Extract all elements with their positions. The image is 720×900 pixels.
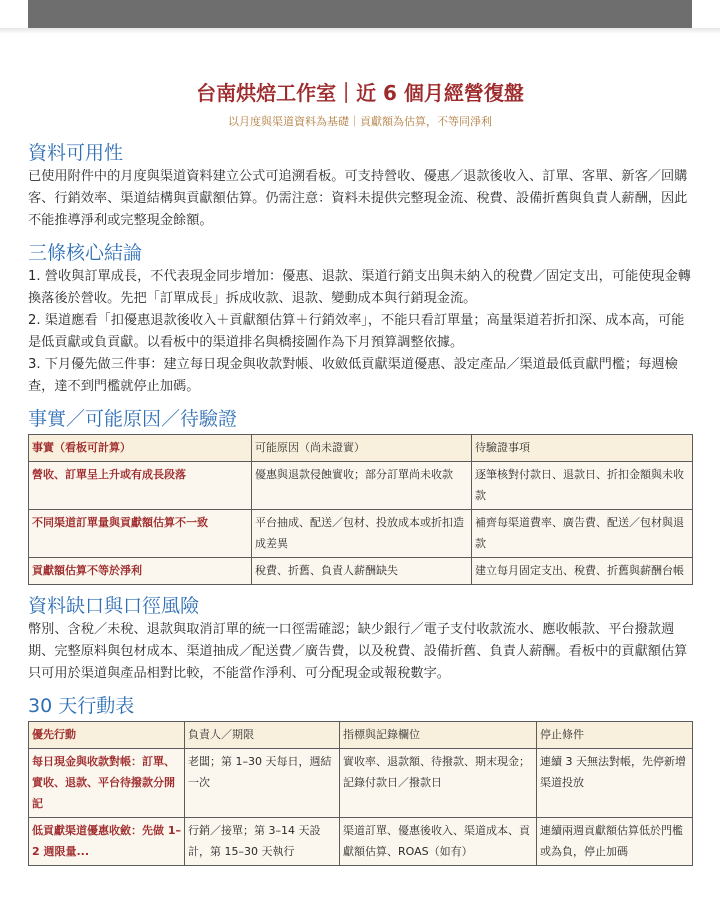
table-cell: 補齊每渠道費率、廣告費、配送／包材與退款	[472, 510, 693, 558]
table-cell: 行銷／接單；第 3–14 天設計，第 15–30 天執行	[185, 818, 340, 866]
table-cell: 不同渠道訂單量與貢獻額估算不一致	[29, 510, 252, 558]
table-cell: 低貢獻渠道優惠收斂：先做 1–2 週限量...	[29, 818, 185, 866]
column-header: 負責人／期限	[185, 722, 340, 749]
top-dark-bar	[28, 0, 692, 28]
table-header-row	[29, 435, 693, 462]
table-row	[29, 818, 693, 866]
table-cell: 連續 3 天無法對帳，先停新增渠道投放	[537, 749, 693, 818]
column-header: 事實（看板可計算）	[29, 435, 252, 462]
table-cell: 每日現金與收款對帳：訂單、實收、退款、平台待撥款分開記	[29, 749, 185, 818]
column-header: 待驗證事項	[472, 435, 693, 462]
table-cell: 實收率、退款額、待撥款、期末現金；記錄付款日／撥款日	[340, 749, 537, 818]
table-cell: 建立每月固定支出、稅費、折舊與薪酬台帳	[472, 558, 693, 585]
conclusions-list	[28, 266, 692, 398]
heading-core-conclusions: 三條核心結論	[28, 242, 143, 264]
conclusion-item-1: 1. 營收與訂單成長，不代表現金同步增加：優惠、退款、渠道行銷支出與未納入的稅費／固定支出，可能使現金轉換落後於營收。先把「訂單成長」拆成收款、退款、變動成本與行銷現金流。	[28, 269, 691, 306]
heading-data-availability: 資料可用性	[28, 142, 124, 164]
table-cell: 渠道訂單、優惠後收入、渠道成本、貢獻額估算、ROAS（如有）	[340, 818, 537, 866]
table-cell: 平台抽成、配送／包材、投放成本或折扣造成差異	[252, 510, 472, 558]
column-header: 優先行動	[29, 722, 185, 749]
actions-table	[28, 721, 693, 866]
table-row	[29, 462, 693, 510]
heading-facts-causes: 事實／可能原因／待驗證	[28, 408, 238, 430]
page-title: 台南烘焙工作室｜近 6 個月經營復盤	[196, 81, 524, 105]
conclusion-item-2: 2. 渠道應看「扣優惠退款後收入＋貢獻額估算＋行銷效率」，不能只看訂單量；高量渠道若折扣深、成本高，可能是低貢獻或負貢獻。以看板中的渠道排名與橋接圖作為下月預算調整依據。	[28, 313, 685, 350]
top-shadow	[0, 28, 720, 34]
table-row	[29, 510, 693, 558]
table-cell: 貢獻額估算不等於淨利	[29, 558, 252, 585]
column-header: 可能原因（尚未證實）	[252, 435, 472, 462]
table-row	[29, 749, 693, 818]
table-row	[29, 558, 693, 585]
table-cell: 逐筆核對付款日、退款日、折扣金額與未收款	[472, 462, 693, 510]
facts-table	[28, 434, 693, 585]
table-cell: 稅費、折舊、負責人薪酬缺失	[252, 558, 472, 585]
conclusion-item-3: 3. 下月優先做三件事：建立每日現金與收款對帳、收斂低貢獻渠道優惠、設定產品／渠道最低貢獻門檻；每週檢查，達不到門檻就停止加碼。	[28, 357, 678, 394]
table-cell: 連續兩週貢獻額估算低於門檻或為負，停止加碼	[537, 818, 693, 866]
table-cell: 老闆；第 1–30 天每日，週結一次	[185, 749, 340, 818]
table-cell: 優惠與退款侵蝕實收；部分訂單尚未收款	[252, 462, 472, 510]
document-page	[28, 78, 692, 866]
page-subtitle: 以月度與渠道資料為基礎｜貢獻額為估算，不等同淨利	[228, 115, 492, 128]
availability-paragraph: 已使用附件中的月度與渠道資料建立公式可追溯看板。可支持營收、優惠／退款後收入、訂單、客單、新客／回購客、行銷效率、渠道結構與貢獻額估算。仍需注意：資料未提供完整現金流、稅費、設備折舊與負責人薪酬，因此不能推導淨利或完整現金餘額。	[28, 169, 688, 228]
table-header-row	[29, 722, 693, 749]
heading-30-day-actions: 30 天行動表	[28, 695, 135, 717]
gaps-paragraph: 幣別、含稅／未稅、退款與取消訂單的統一口徑需確認；缺少銀行／電子支付收款流水、應收帳款、平台撥款週期、完整原料與包材成本、渠道抽成／配送費／廣告費，以及稅費、設備折舊、負責人薪酬。看板中的貢獻額估算只可用於渠道與產品相對比較，不能當作淨利、可分配現金或報稅數字。	[28, 622, 688, 681]
column-header: 停止條件	[537, 722, 693, 749]
column-header: 指標與記錄欄位	[340, 722, 537, 749]
heading-data-gaps: 資料缺口與口徑風險	[28, 595, 200, 617]
table-cell: 營收、訂單呈上升或有成長段落	[29, 462, 252, 510]
